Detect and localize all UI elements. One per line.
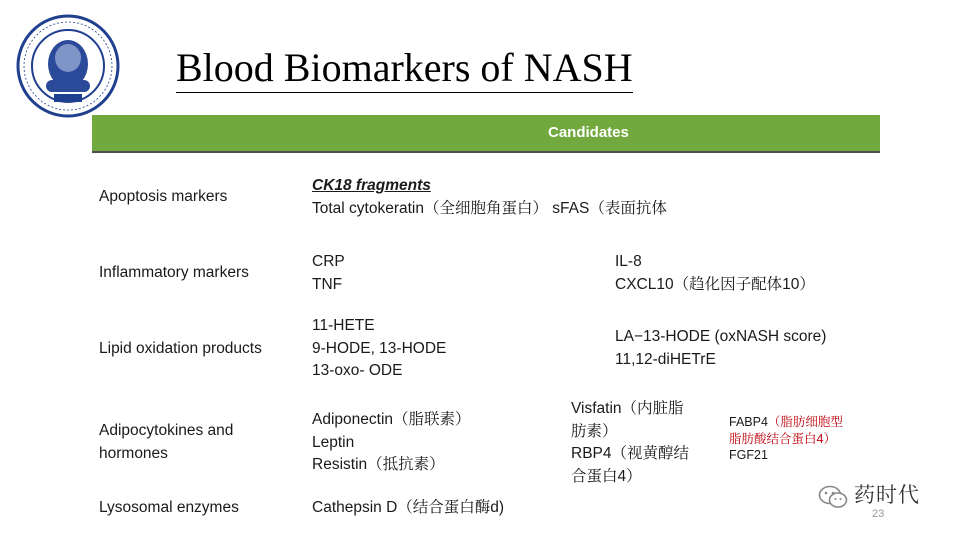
table-header xyxy=(92,115,880,151)
apoptosis-candidates xyxy=(312,175,667,220)
lipid-col1 xyxy=(312,315,446,383)
candidate-fabp4-line1 xyxy=(729,414,843,431)
candidate-11-hete: 11-HETE xyxy=(312,317,375,334)
candidate-cxcl10: CXCL10（趋化因子配体10） xyxy=(615,275,815,293)
lipid-col2 xyxy=(615,326,826,371)
candidate-rbp4-2: 合蛋白4） xyxy=(571,467,642,485)
row-label-inflammatory: Inflammatory markers xyxy=(99,264,249,281)
adipo-col3 xyxy=(729,414,843,464)
candidate-dihetre: 11,12-diHETrE xyxy=(615,350,716,368)
row-label-lipid: Lipid oxidation products xyxy=(99,340,262,357)
candidate-fgf21: FGF21 xyxy=(729,448,768,462)
candidate-total-cytokeratin: Total cytokeratin（全细胞角蛋白） sFAS（表面抗体 xyxy=(312,199,667,217)
candidate-ck18: CK18 fragments xyxy=(312,177,431,194)
university-seal-logo xyxy=(16,14,120,118)
inflammatory-col2 xyxy=(615,251,815,296)
row-label-adipo-line1: Adipocytokines and xyxy=(99,422,234,439)
adipo-col1 xyxy=(312,409,471,477)
row-label-apoptosis: Apoptosis markers xyxy=(99,188,228,205)
candidate-visfatin-2: 肪素） xyxy=(571,422,618,440)
inflammatory-col1 xyxy=(312,251,345,296)
row-label-adipocytokines xyxy=(99,420,233,465)
adipo-col2 xyxy=(571,398,689,488)
page-number: 23 xyxy=(872,508,885,520)
header-candidates: Candidates xyxy=(548,124,629,141)
candidate-hode: 9-HODE, 13-HODE xyxy=(312,339,447,357)
watermark-text: 药时代 xyxy=(854,484,920,507)
row-label-adipo-line2: hormones xyxy=(99,444,168,462)
candidate-fabp4: FABP4 xyxy=(729,415,768,429)
candidate-fabp4-desc-2: 脂肪酸结合蛋白4） xyxy=(729,431,836,446)
row-label-lysosomal: Lysosomal enzymes xyxy=(99,499,239,516)
candidate-il8: IL-8 xyxy=(615,253,642,270)
candidate-visfatin-1: Visfatin（内脏脂 xyxy=(571,400,684,417)
wechat-icon xyxy=(818,484,848,510)
candidate-oxnash-score: LA−13-HODE (oxNASH score) xyxy=(615,328,827,345)
candidate-cathepsin-d: Cathepsin D（结合蛋白酶d) xyxy=(312,499,505,516)
header-rule xyxy=(92,151,880,153)
candidate-13-oxo-ode: 13-oxo- ODE xyxy=(312,362,403,379)
slide-title: Blood Biomarkers of NASH xyxy=(176,44,633,93)
candidate-rbp4-1: RBP4（视黄醇结 xyxy=(571,445,689,462)
candidate-adiponectin: Adiponectin（脂联素） xyxy=(312,411,471,428)
candidate-resistin: Resistin（抵抗素） xyxy=(312,456,445,473)
candidate-fabp4-desc-1: （脂肪细胞型 xyxy=(767,415,843,429)
candidate-leptin: Leptin xyxy=(312,433,355,451)
candidate-tnf: TNF xyxy=(312,275,343,293)
candidate-crp: CRP xyxy=(312,253,345,270)
